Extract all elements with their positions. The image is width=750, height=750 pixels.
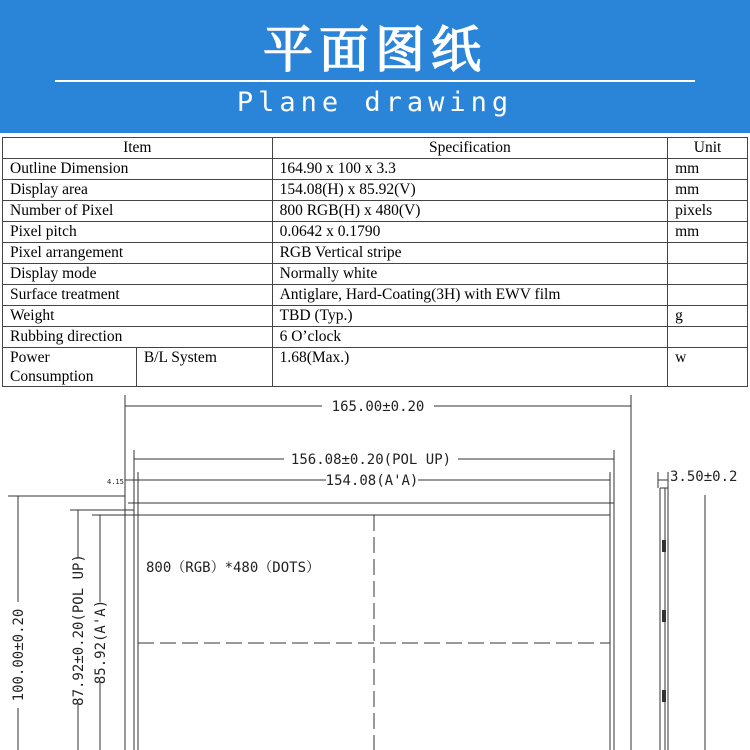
row-item: Pixel arrangement bbox=[3, 243, 273, 264]
row-unit: mm bbox=[668, 222, 748, 243]
side-view-marker bbox=[662, 690, 666, 702]
dim-outline-width: 165.00±0.20 bbox=[331, 399, 425, 415]
table-row bbox=[3, 222, 748, 243]
row-item: Outline Dimension bbox=[3, 159, 273, 180]
row-unit bbox=[668, 243, 748, 264]
specification-table bbox=[2, 137, 748, 387]
row-spec: TBD (Typ.) bbox=[272, 306, 668, 327]
header-spec: Specification bbox=[272, 138, 668, 159]
row-spec: 154.08(H) x 85.92(V) bbox=[272, 180, 668, 201]
row-item: Pixel pitch bbox=[3, 222, 273, 243]
page-title: 平面图纸 bbox=[263, 21, 487, 79]
row-unit: mm bbox=[668, 180, 748, 201]
dim-offset: 4.15 bbox=[107, 478, 124, 486]
row-spec: 1.68(Max.) bbox=[272, 348, 668, 387]
table-row bbox=[3, 327, 748, 348]
row-subitem: B/L System bbox=[136, 348, 272, 387]
table-row bbox=[3, 180, 748, 201]
dim-aa-height: 85.92(A'A) bbox=[93, 599, 109, 685]
table-row-power bbox=[3, 348, 748, 387]
row-item: Display area bbox=[3, 180, 273, 201]
dim-outline-height: 100.00±0.20 bbox=[11, 608, 27, 702]
table-row bbox=[3, 159, 748, 180]
table-row bbox=[3, 201, 748, 222]
row-unit: pixels bbox=[668, 201, 748, 222]
side-view-marker bbox=[662, 610, 666, 622]
table-row bbox=[3, 243, 748, 264]
row-item: Rubbing direction bbox=[3, 327, 273, 348]
row-unit: mm bbox=[668, 159, 748, 180]
table-row bbox=[3, 264, 748, 285]
resolution-label: 800（RGB）*480（DOTS） bbox=[146, 560, 321, 576]
row-spec: Antiglare, Hard-Coating(3H) with EWV film bbox=[272, 285, 668, 306]
row-item: Power Consumption bbox=[3, 348, 137, 387]
row-spec: Normally white bbox=[272, 264, 668, 285]
row-spec: 800 RGB(H) x 480(V) bbox=[272, 201, 668, 222]
header-unit: Unit bbox=[668, 138, 748, 159]
row-unit: g bbox=[668, 306, 748, 327]
row-item: Number of Pixel bbox=[3, 201, 273, 222]
header-banner bbox=[0, 0, 750, 133]
row-unit bbox=[668, 264, 748, 285]
table-row bbox=[3, 285, 748, 306]
side-view-marker bbox=[662, 540, 666, 552]
row-spec: 6 O’clock bbox=[272, 327, 668, 348]
row-spec: 164.90 x 100 x 3.3 bbox=[272, 159, 668, 180]
row-unit bbox=[668, 327, 748, 348]
dim-aa-width: 154.08(A'A) bbox=[325, 473, 419, 489]
dim-pol-height: 87.92±0.20(POL UP) bbox=[71, 554, 87, 706]
row-item: Display mode bbox=[3, 264, 273, 285]
row-item: Surface treatment bbox=[3, 285, 273, 306]
row-unit bbox=[668, 285, 748, 306]
header-item: Item bbox=[3, 138, 273, 159]
row-item: Weight bbox=[3, 306, 273, 327]
row-unit: w bbox=[668, 348, 748, 387]
table-row bbox=[3, 306, 748, 327]
title-divider bbox=[55, 80, 695, 82]
plane-drawing bbox=[0, 390, 750, 750]
row-spec: 0.0642 x 0.1790 bbox=[272, 222, 668, 243]
dim-thickness: 3.50±0.2 bbox=[670, 469, 738, 485]
page-subtitle: Plane drawing bbox=[236, 87, 514, 118]
dim-pol-width: 156.08±0.20(POL UP) bbox=[290, 452, 452, 468]
table-header-row bbox=[3, 138, 748, 159]
row-spec: RGB Vertical stripe bbox=[272, 243, 668, 264]
